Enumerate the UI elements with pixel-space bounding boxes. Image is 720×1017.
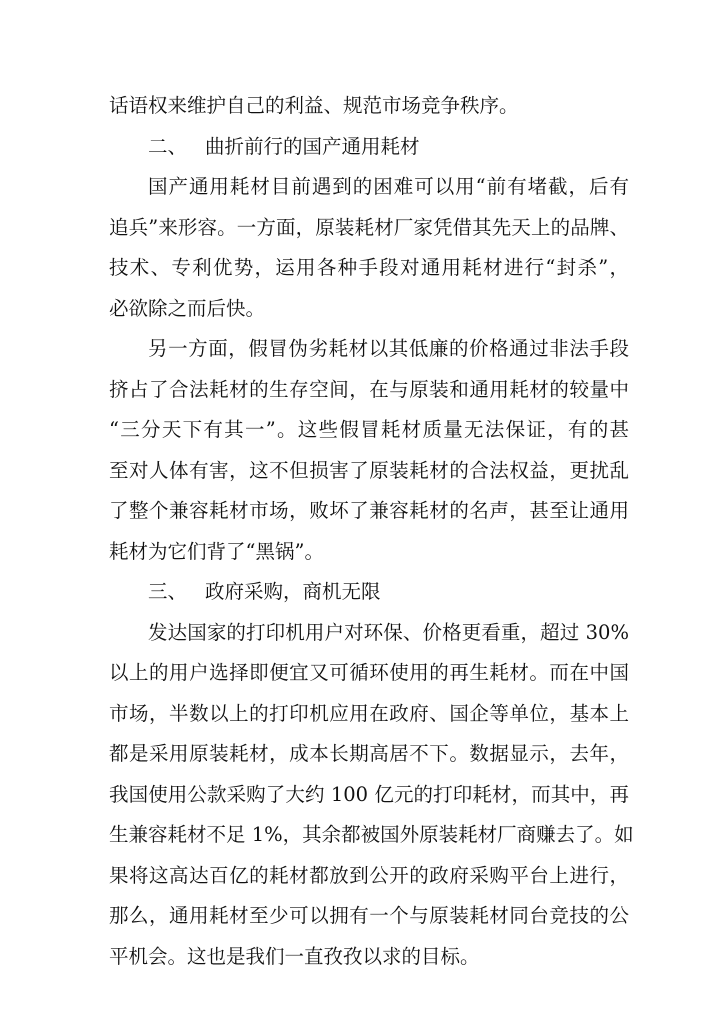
section-heading-3 <box>109 572 629 613</box>
paragraph-line: 都是采用原装耗材，成本长期高居不下。数据显示，去年， <box>109 742 629 765</box>
section-title: 政府采购，商机无限 <box>205 580 381 603</box>
paragraph-line: 技术、专利优势，运用各种手段对通用耗材进行“封杀”， <box>109 256 629 279</box>
paragraph-line: 话语权来维护自己的利益、规范市场竞争秩序。 <box>109 94 519 117</box>
paragraph-line: 发达国家的打印机用户对环保、价格更看重，超过 30% <box>148 620 629 644</box>
section-number: 三、 <box>148 580 188 603</box>
paragraph-line: 国产通用耗材目前遇到的困难可以用“前有堵截，后有 <box>148 175 629 198</box>
paragraph-line: 了整个兼容耗材市场，败坏了兼容耗材的名声，甚至让通用 <box>109 499 629 522</box>
paragraph-line: 另一方面，假冒伪劣耗材以其低廉的价格通过非法手段 <box>148 337 629 360</box>
paragraph-line: 平机会。这也是我们一直孜孜以求的目标。 <box>109 944 480 968</box>
paragraph-line: 挤占了合法耗材的生存空间，在与原装和通用耗材的较量中 <box>109 377 629 401</box>
document-body <box>109 86 634 977</box>
paragraph-line: 至对人体有害，这不但损害了原装耗材的合法权益，更扰乱 <box>109 458 629 482</box>
paragraph-line: 生兼容耗材不足 1%，其余都被国外原装耗材厂商赚去了。如 <box>109 823 634 846</box>
section-heading-2 <box>109 127 629 168</box>
paragraph-line: 果将这高达百亿的耗材都放到公开的政府采购平台上进行， <box>109 863 629 887</box>
paragraph-line: 耗材为它们背了“黑锅”。 <box>109 539 324 563</box>
paragraph-line: 我国使用公款采购了大约 100 亿元的打印耗材，而其中，再 <box>109 782 629 806</box>
paragraph-line: 那么，通用耗材至少可以拥有一个与原装耗材同台竞技的公 <box>109 904 629 927</box>
paragraph-line: 必欲除之而后快。 <box>109 296 266 320</box>
paragraph-line: 追兵”来形容。一方面，原装耗材厂家凭借其先天上的品牌、 <box>109 215 629 239</box>
paragraph-line: 以上的用户选择即便宜又可循环使用的再生耗材。而在中国 <box>109 661 629 684</box>
section-number: 二、 <box>148 134 188 158</box>
paragraph-line: “三分天下有其一”。这些假冒耗材质量无法保证，有的甚 <box>109 418 629 441</box>
paragraph-line: 市场，半数以上的打印机应用在政府、国企等单位，基本上 <box>109 701 629 725</box>
section-title: 曲折前行的国产通用耗材 <box>205 134 420 158</box>
